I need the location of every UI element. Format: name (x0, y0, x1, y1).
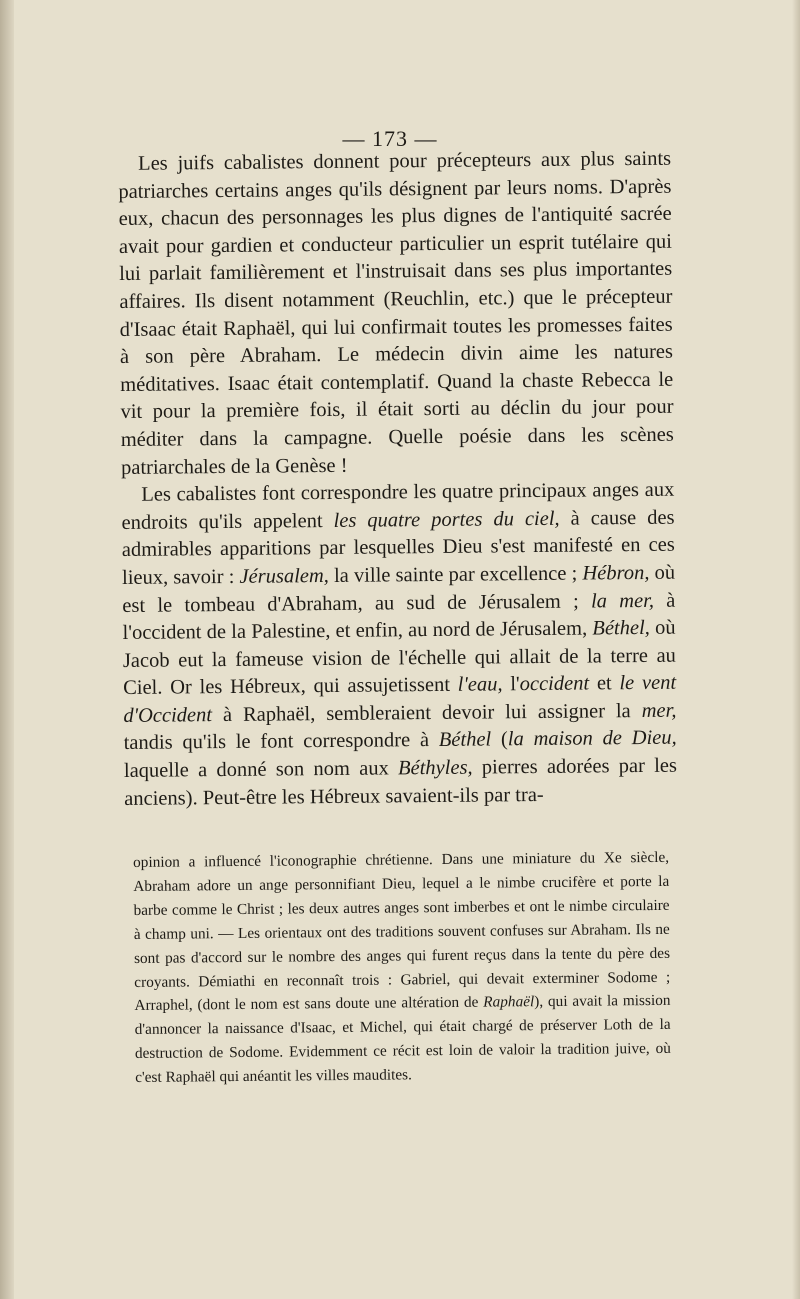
page-right-edge (792, 0, 800, 1299)
text-segment: où est le tombeau d'Abraham, au sud de Jérusalem ; (122, 561, 676, 617)
italic-segment: Jérusalem, (239, 564, 329, 588)
text-segment: laquelle a donné son nom aux (123, 757, 399, 783)
italic-segment: Béthel, (592, 617, 650, 640)
footnote-paragraph (133, 846, 671, 1090)
italic-segment: les quatre portes du ciel, (333, 507, 560, 532)
italic-segment: la maison de Dieu, (507, 727, 677, 751)
text-segment: Les cabalistes font correspondre les quatre principaux anges aux endroits qu'ils appelent (121, 478, 675, 534)
footnote (133, 846, 671, 1090)
page-number: — 173 — (342, 126, 438, 151)
page-left-edge (0, 0, 14, 1299)
text-segment: et (589, 672, 620, 695)
footnote-text: opinion a influencé l'iconographie chrétienne. Dans une miniature du Xe siècle, Abraham adore un ange personnifiant Dieu, lequel a le nimbe crucifère et porte la barbe comme le Christ ; les deux autres anges sont imberbes et ont le nimbe circulaire à champ uni. — Les orientaux ont des traditions souvent confuses sur Abraham. Ils ne sont pas d'accord sur le nombre des anges qui furent reçus dans la tente du père des croyants. Démiathi en reconnaît trois : Gabriel, qui devait exterminer Sodome ; Arraphel, (dont le nom est sans doute une altération de (133, 848, 671, 1015)
footnote-italic: Raphaël (483, 993, 535, 1012)
text-segment: la ville sainte par excellence ; (328, 562, 583, 587)
italic-segment: occident (519, 672, 590, 696)
text-segment: tandis qu'ils le font correspondre à (123, 729, 439, 755)
italic-segment: la mer, (590, 589, 655, 612)
text-segment: à cause des admirables apparitions par lesquelles Dieu s'est manifesté en ces lieux, savoir : (121, 506, 675, 589)
text-segment: à l'occident de la Palestine, et enfin, au nord de Jérusalem, (122, 589, 676, 645)
italic-segment: le vent d'Occident (123, 671, 677, 727)
paragraph-1: Les juifs cabalistes donnent pour précepteurs aux plus saints patriarches certains anges qu'ils désignent par leurs noms. D'après eux, chacun des personnages les plus dignes de l'antiquité sacrée avait pour gardien et conducteur particulier un esprit tutélaire qui lui parlait familièrement et l'instruisait dans ses plus importantes affaires. Ils disent notamment (Reuchlin, etc.) que le précepteur d'Isaac était Raphaël, qui lui confirmait toutes les promesses faites à son père Abraham. Le médecin divin aime les natures méditatives. Isaac était contemplatif. Quand la chaste Rebecca le vit pour la première fois, il était sorti au déclin du jour pour méditer dans la campagne. Quelle poésie dans les scènes patriarchales de la Genèse ! (118, 147, 674, 479)
italic-segment: Béthel (438, 728, 492, 752)
text-segment: où Jacob eut la fameuse vision de l'échelle qui allait de la terre au Ciel. Or les Hébreux, qui assujetissent (122, 616, 676, 700)
text-segment: pierres adorées par les anciens). Peut-être les Hébreux savaient-ils par tra- (124, 754, 678, 810)
text-segment: l' (502, 673, 520, 696)
text-segment: à Raphaël, sembleraient devoir lui assigner la (211, 699, 642, 726)
text-segment: ( (491, 728, 508, 751)
italic-segment: Béthyles, (397, 756, 473, 780)
italic-segment: Hébron, (582, 561, 650, 585)
footnote-text: ), qui avait la mission d'annoncer la naissance d'Isaac, et Michel, qui était chargé de préserver Loth de la destruction de Sodome. Evidemment ce récit est loin de valoir la tradition juive, où c'est Raphaël qui anéantit les villes maudites. (134, 992, 672, 1087)
italic-segment: mer, (641, 699, 677, 722)
italic-segment: l'eau, (457, 673, 503, 697)
main-text (118, 146, 677, 814)
paragraph-2 (121, 477, 677, 813)
